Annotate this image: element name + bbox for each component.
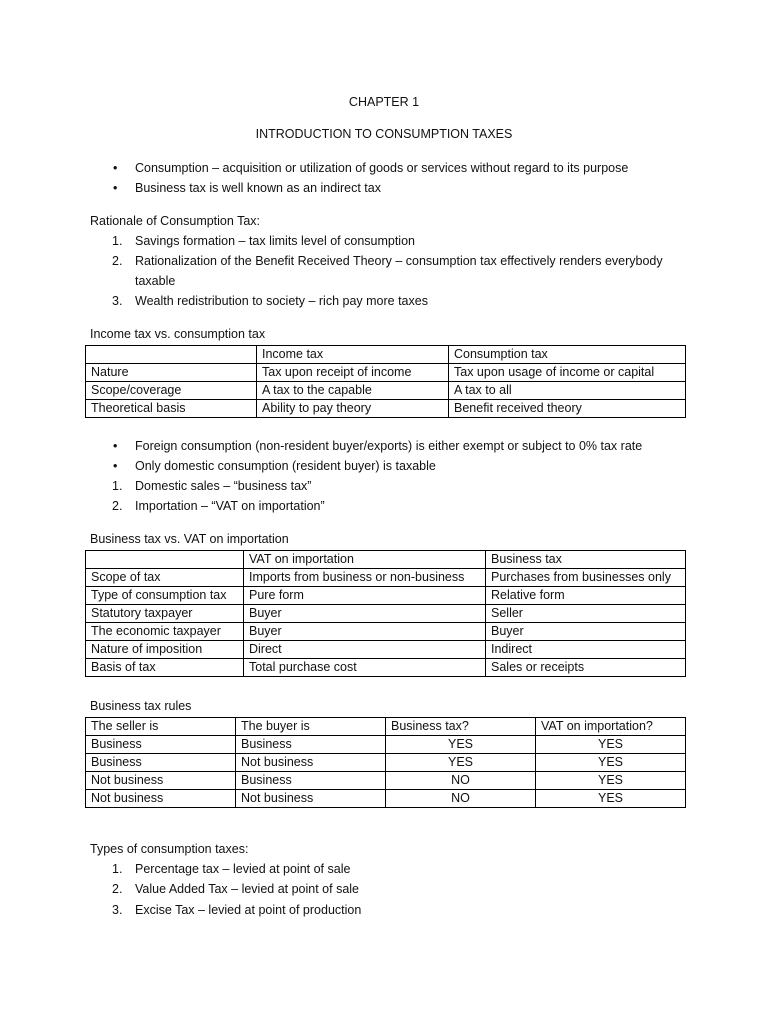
table-row (86, 790, 686, 808)
table-cell: Direct (244, 641, 486, 659)
table-cell: NO (386, 790, 536, 808)
table-cell: Basis of tax (86, 659, 244, 677)
table-cell: Total purchase cost (244, 659, 486, 677)
list-item: • Only domestic consumption (resident buyer) is taxable (113, 459, 436, 473)
table-header-row (86, 551, 686, 569)
document-title: INTRODUCTION TO CONSUMPTION TAXES (255, 127, 513, 141)
types-heading: Types of consumption taxes: (90, 842, 249, 856)
table-cell: Seller (486, 605, 686, 623)
table-cell: Tax upon receipt of income (257, 364, 449, 382)
table-header-row (86, 718, 686, 736)
table2-caption: Business tax vs. VAT on importation (90, 532, 289, 546)
table-cell: YES (536, 772, 686, 790)
table-cell: Purchases from businesses only (486, 569, 686, 587)
table3-caption: Business tax rules (90, 699, 192, 713)
table-cell: Scope of tax (86, 569, 244, 587)
list-item: • Foreign consumption (non-resident buyer/exports) is either exempt or subject to 0% tax rate (113, 439, 643, 453)
table-row (86, 736, 686, 754)
table-cell: Sales or receipts (486, 659, 686, 677)
table-cell: Indirect (486, 641, 686, 659)
table-cell: Not business (236, 754, 386, 772)
table-row (86, 772, 686, 790)
list-item: 1. Domestic sales – “business tax” (112, 479, 312, 493)
table-row (86, 659, 686, 677)
table-row (86, 587, 686, 605)
table-row (86, 569, 686, 587)
list-item: 1. Percentage tax – levied at point of sale (112, 862, 351, 876)
table-row (86, 364, 686, 382)
table-cell: Statutory taxpayer (86, 605, 244, 623)
table-row (86, 623, 686, 641)
rationale-heading: Rationale of Consumption Tax: (90, 214, 261, 228)
list-item: 1. Savings formation – tax limits level of consumption (112, 234, 415, 248)
table-cell (86, 551, 244, 569)
table-cell: VAT on importation (244, 551, 486, 569)
table-cell: Business tax? (386, 718, 536, 736)
table-row (86, 400, 686, 418)
table-cell: Imports from business or non-business (244, 569, 486, 587)
table-cell: A tax to all (449, 382, 686, 400)
bullet-icon: • (113, 181, 118, 195)
table-cell: Buyer (486, 623, 686, 641)
bullet-icon: • (113, 439, 118, 453)
table-cell: The economic taxpayer (86, 623, 244, 641)
list-item: 2. Importation – “VAT on importation” (112, 499, 325, 513)
list-item: • Consumption – acquisition or utilization of goods or services without regard to its purpose (113, 161, 629, 175)
table-cell: YES (386, 736, 536, 754)
table-cell: Nature of imposition (86, 641, 244, 659)
table1-caption: Income tax vs. consumption tax (90, 327, 266, 341)
table-cell: YES (386, 754, 536, 772)
bullet-icon: • (113, 161, 118, 175)
table-cell: Not business (86, 772, 236, 790)
table-cell: The buyer is (236, 718, 386, 736)
table-cell: Relative form (486, 587, 686, 605)
table-cell: Ability to pay theory (257, 400, 449, 418)
table-cell: YES (536, 736, 686, 754)
table-cell: NO (386, 772, 536, 790)
table-cell (86, 346, 257, 364)
list-item: 2. Value Added Tax – levied at point of sale (112, 882, 360, 896)
table-cell: VAT on importation? (536, 718, 686, 736)
business-vs-vat-table (85, 550, 686, 677)
bullet-icon: • (113, 459, 118, 473)
income-vs-consumption-table (85, 345, 686, 418)
table-cell: Benefit received theory (449, 400, 686, 418)
table-cell: Business (236, 736, 386, 754)
table-cell: Business (86, 754, 236, 772)
table-cell: Theoretical basis (86, 400, 257, 418)
table-cell: Nature (86, 364, 257, 382)
table-cell: Consumption tax (449, 346, 686, 364)
table-cell: Scope/coverage (86, 382, 257, 400)
table-cell: YES (536, 790, 686, 808)
table-cell: Not business (236, 790, 386, 808)
table-row (86, 605, 686, 623)
table-cell: Buyer (244, 623, 486, 641)
table-row (86, 641, 686, 659)
table-cell: Not business (86, 790, 236, 808)
table-header-row (86, 346, 686, 364)
list-item: • Business tax is well known as an indirect tax (113, 181, 381, 195)
table-cell: The seller is (86, 718, 236, 736)
table-cell: Pure form (244, 587, 486, 605)
table-row (86, 382, 686, 400)
table-row (86, 754, 686, 772)
table-cell: Business (236, 772, 386, 790)
table-cell: Business (86, 736, 236, 754)
business-tax-rules-table (85, 717, 686, 808)
table-cell: Business tax (486, 551, 686, 569)
table-cell: A tax to the capable (257, 382, 449, 400)
table-cell: Income tax (257, 346, 449, 364)
list-item: 3. Wealth redistribution to society – rich pay more taxes (112, 294, 428, 308)
table-cell: Tax upon usage of income or capital (449, 364, 686, 382)
list-item: 3. Excise Tax – levied at point of production (112, 903, 362, 917)
table-cell: Buyer (244, 605, 486, 623)
list-item: 2. Rationalization of the Benefit Received Theory – consumption tax effectively renders everybody (112, 254, 663, 268)
list-item-continuation: taxable (135, 274, 176, 288)
table-cell: YES (536, 754, 686, 772)
chapter-label: CHAPTER 1 (348, 95, 420, 109)
table-cell: Type of consumption tax (86, 587, 244, 605)
